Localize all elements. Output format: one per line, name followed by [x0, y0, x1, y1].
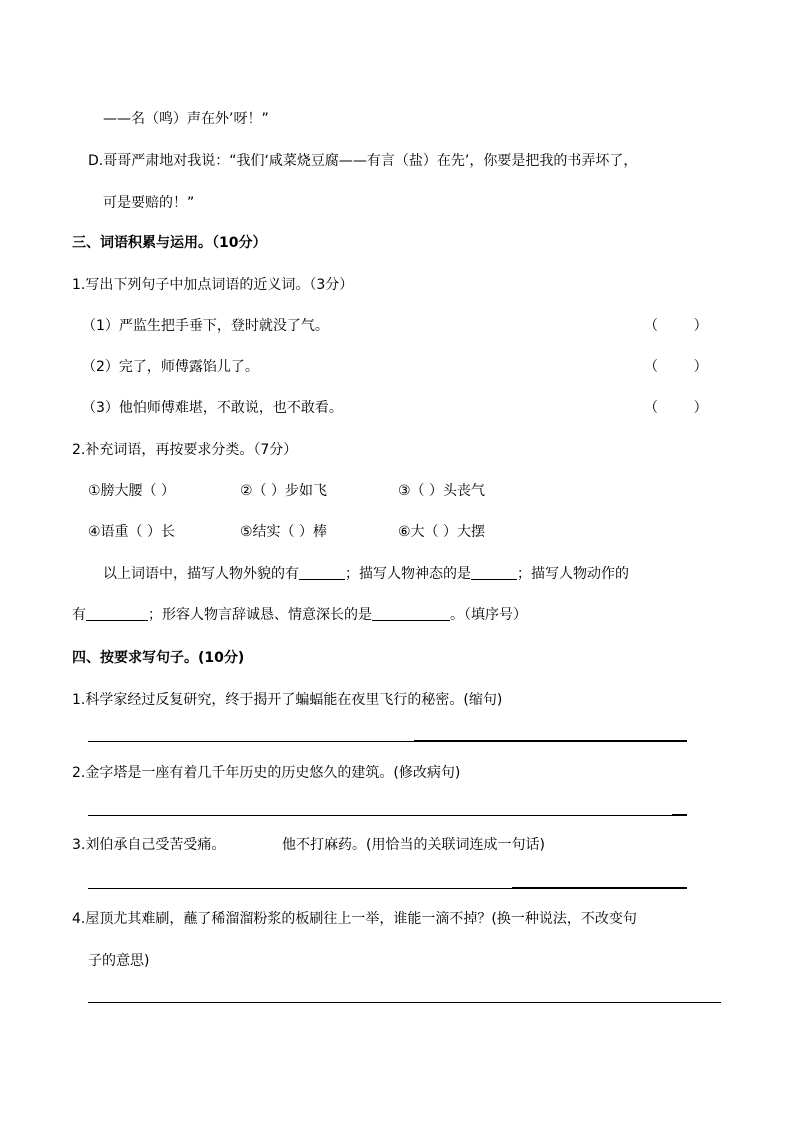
s3-q2-prompt: 2.补充词语，再按要求分类。（7分） — [72, 442, 298, 458]
s3-q1-item-3: （3）他怕师傅难堪，不敢说，也不敢看。 — [82, 400, 343, 416]
s3-q1-answer-paren-2[interactable]: （ ） — [644, 359, 708, 375]
s4-q3-part-b: 他不打麻药。(用恰当的关联词连成一句话) — [282, 837, 545, 853]
idiom-1[interactable]: ①膀大腰（ ） — [88, 483, 176, 499]
idiom-4[interactable]: ④语重（ ）长 — [88, 524, 176, 540]
answer-line-4[interactable] — [88, 1002, 721, 1003]
s3-q1-answer-paren-1[interactable]: （ ） — [644, 318, 708, 334]
option-c-tail: ——名（鸣）声在外’呀！” — [103, 111, 269, 127]
s4-q1-prompt: 1.科学家经过反复研究，终于揭开了蝙蝠能在夜里飞行的秘密。(缩句) — [72, 692, 503, 708]
s4-q4-line-1: 4.屋顶尤其难刷，蘸了稀溜溜粉浆的板刷往上一举，谁能一滴不掉？(换一种说法，不改变句 — [72, 911, 637, 927]
s3-q1-prompt: 1.写出下列句子中加点词语的近义词。（3分） — [72, 277, 354, 293]
answer-line-1a[interactable] — [88, 741, 414, 742]
s3-q1-item-2: （2）完了，师傅露馅儿了。 — [82, 359, 259, 375]
classify-line-2 — [72, 605, 527, 625]
s4-q2-prompt: 2.金字塔是一座有着几千年历史的历史悠久的建筑。(修改病句) — [72, 765, 461, 781]
s4-q4-line-2: 子的意思) — [88, 953, 150, 969]
idiom-5[interactable]: ⑤结实（ ）棒 — [240, 524, 328, 540]
classify-text-fill: 。（填序号） — [450, 607, 527, 623]
option-d-line-2: 可是要赔的！” — [103, 195, 195, 211]
classify-text-expression: ；描写人物神态的是 — [345, 566, 471, 582]
classify-text-appearance: 以上词语中，描写人物外貌的有 — [103, 566, 299, 582]
classify-line-1 — [103, 564, 629, 584]
idiom-3[interactable]: ③（ ）头丧气 — [398, 483, 486, 499]
idiom-6[interactable]: ⑥大（ ）大摆 — [398, 524, 486, 540]
answer-line-2a[interactable] — [88, 815, 672, 816]
section-4-title: 四、按要求写句子。(10分) — [72, 650, 245, 666]
idiom-2[interactable]: ②（ ）步如飞 — [240, 483, 328, 499]
section-3-title: 三、词语积累与运用。（10分） — [72, 235, 267, 251]
blank-expression[interactable] — [471, 565, 517, 580]
s3-q1-answer-paren-3[interactable]: （ ） — [644, 400, 708, 416]
answer-line-3b[interactable] — [512, 887, 687, 889]
classify-text-action: ；描写人物动作的 — [517, 566, 629, 582]
option-d-line-1: D.哥哥严肃地对我说：“我们‘咸菜烧豆腐——有言（盐）在先’，你要是把我的书弄坏了， — [88, 153, 638, 169]
s3-q1-item-1: （1）严监生把手垂下，登时就没了气。 — [82, 318, 329, 334]
blank-appearance[interactable] — [299, 565, 345, 580]
classify-text-speech: ；形容人物言辞诚恳、情意深长的是 — [148, 607, 372, 623]
classify-text-you: 有 — [72, 607, 86, 623]
answer-line-3a[interactable] — [88, 888, 512, 889]
answer-line-1b[interactable] — [414, 740, 687, 742]
s4-q3-part-a: 3.刘伯承自己受苦受痛。 — [72, 837, 226, 853]
blank-speech[interactable] — [372, 606, 450, 621]
blank-action[interactable] — [86, 606, 148, 621]
answer-line-2b[interactable] — [672, 814, 687, 816]
